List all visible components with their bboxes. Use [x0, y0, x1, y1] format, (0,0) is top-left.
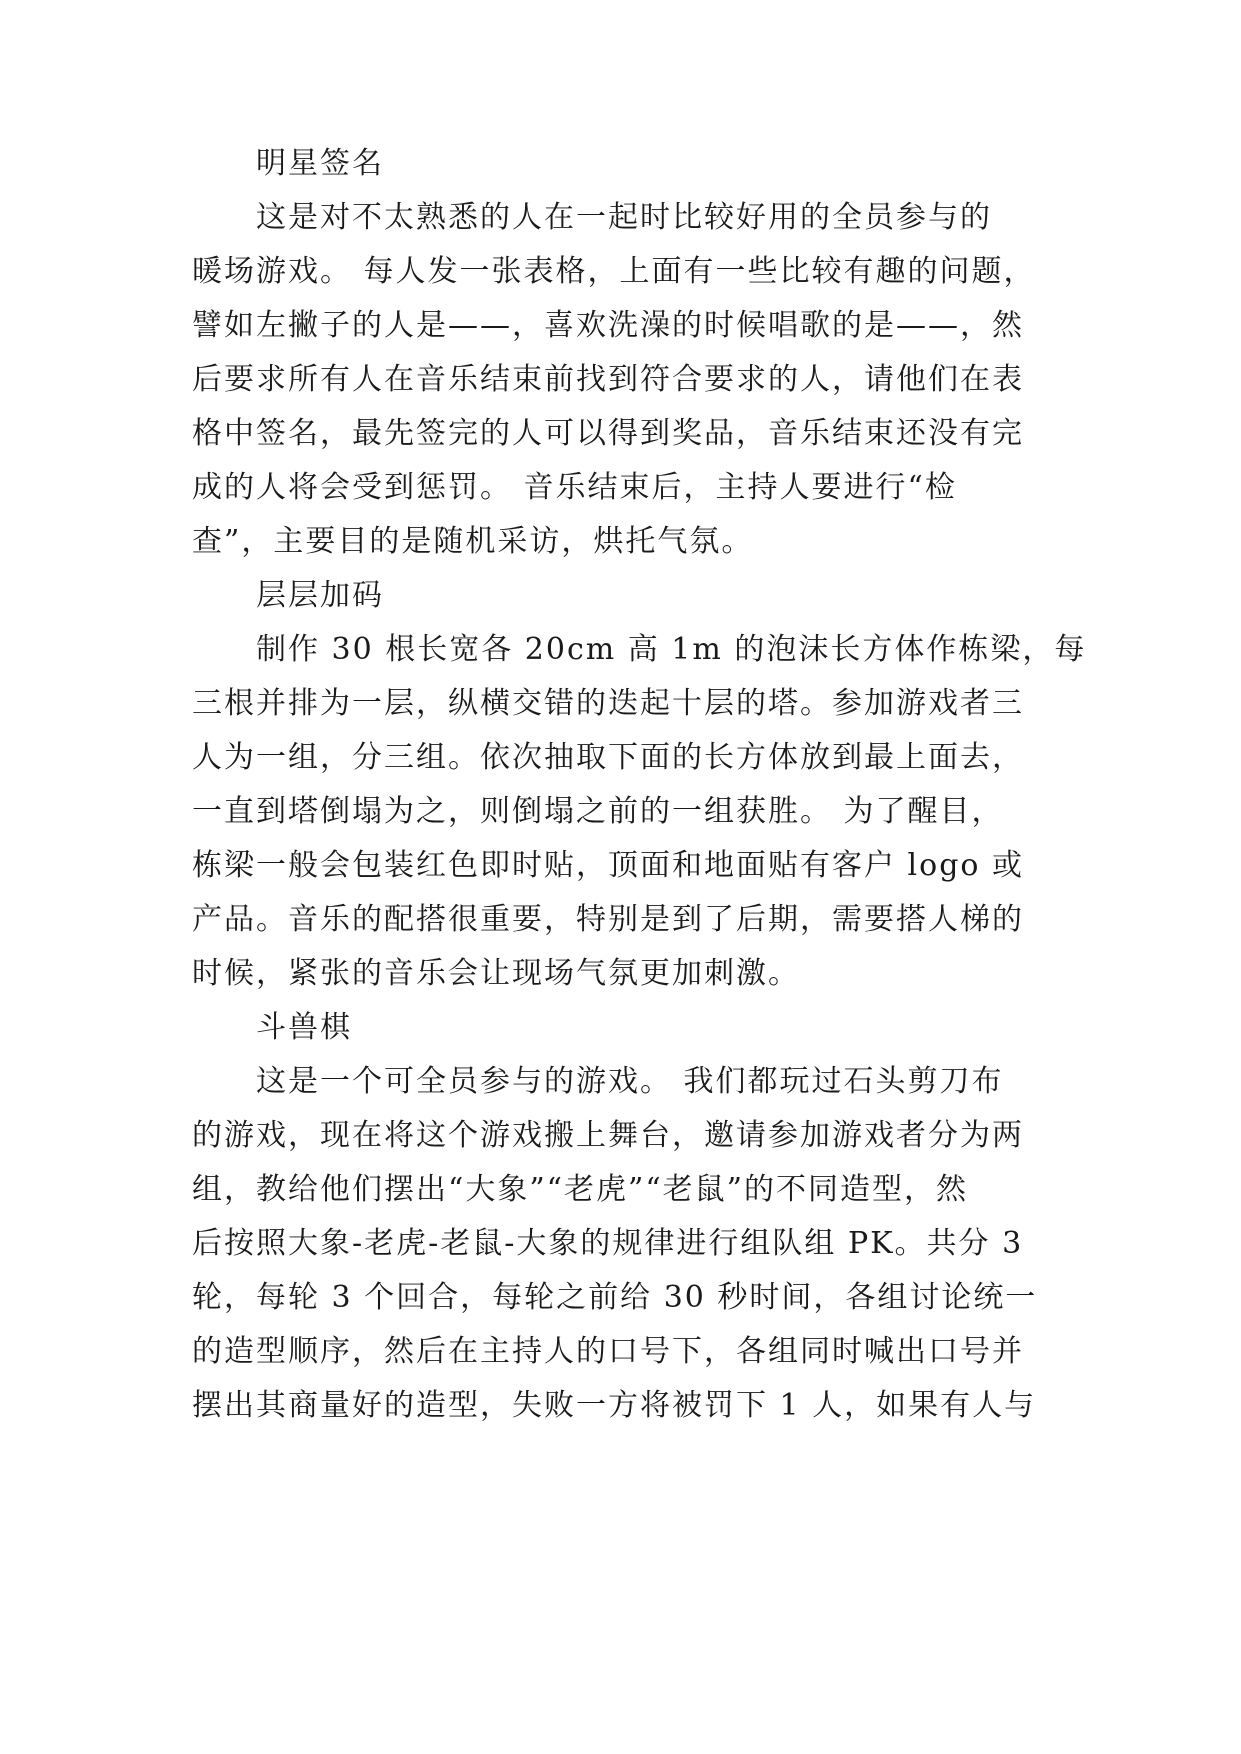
paragraph-line: 时候，紧张的音乐会让现场气氛更加刺激。 — [192, 956, 800, 991]
paragraph-line: 制作 30 根长宽各 20cm 高 1m 的泡沫长方体作栋梁，每 — [256, 632, 1087, 667]
section-heading-layer-stacking: 层层加码 — [256, 578, 384, 613]
paragraph-line: 的游戏，现在将这个游戏搬上舞台，邀请参加游戏者分为两 — [192, 1118, 1024, 1153]
paragraph-line: 格中签名，最先签完的人可以得到奖品，音乐结束还没有完 — [192, 416, 1024, 451]
paragraph-line: 譬如左撇子的人是——，喜欢洗澡的时候唱歌的是——，然 — [192, 308, 1024, 343]
paragraph-line: 栋梁一般会包装红色即时贴，顶面和地面贴有客户 logo 或 — [192, 848, 1024, 883]
paragraph-line: 一直到塔倒塌为之，则倒塌之前的一组获胜。 为了醒目， — [192, 794, 1004, 829]
paragraph-line: 后按照大象-老虎-老鼠-大象的规律进行组队组 PK。共分 3 — [192, 1226, 1024, 1261]
section-heading-celebrity-signature: 明星签名 — [256, 146, 384, 181]
paragraph-line: 产品。音乐的配搭很重要，特别是到了后期，需要搭人梯的 — [192, 902, 1024, 937]
paragraph-line: 查”，主要目的是随机采访，烘托气氛。 — [192, 524, 754, 559]
paragraph-line: 这是一个可全员参与的游戏。 我们都玩过石头剪刀布 — [256, 1064, 1004, 1099]
paragraph-line: 轮，每轮 3 个回合，每轮之前给 30 秒时间，各组讨论统一 — [192, 1280, 1038, 1315]
section-heading-animal-chess: 斗兽棋 — [256, 1010, 352, 1045]
paragraph-line: 这是对不太熟悉的人在一起时比较好用的全员参与的 — [256, 200, 992, 235]
paragraph-line: 摆出其商量好的造型，失败一方将被罚下 1 人，如果有人与 — [192, 1388, 1037, 1423]
paragraph-line: 暖场游戏。 每人发一张表格，上面有一些比较有趣的问题， — [192, 254, 1036, 289]
paragraph-line: 三根并排为一层，纵横交错的迭起十层的塔。参加游戏者三 — [192, 686, 1024, 721]
paragraph-line: 后要求所有人在音乐结束前找到符合要求的人，请他们在表 — [192, 362, 1024, 397]
paragraph-line: 的造型顺序，然后在主持人的口号下，各组同时喊出口号并 — [192, 1334, 1024, 1369]
paragraph-line: 成的人将会受到惩罚。 音乐结束后，主持人要进行“检 — [192, 470, 957, 505]
paragraph-line: 组，教给他们摆出“大象”“老虎”“老鼠”的不同造型，然 — [192, 1172, 969, 1207]
paragraph-line: 人为一组，分三组。依次抽取下面的长方体放到最上面去， — [192, 740, 1024, 775]
